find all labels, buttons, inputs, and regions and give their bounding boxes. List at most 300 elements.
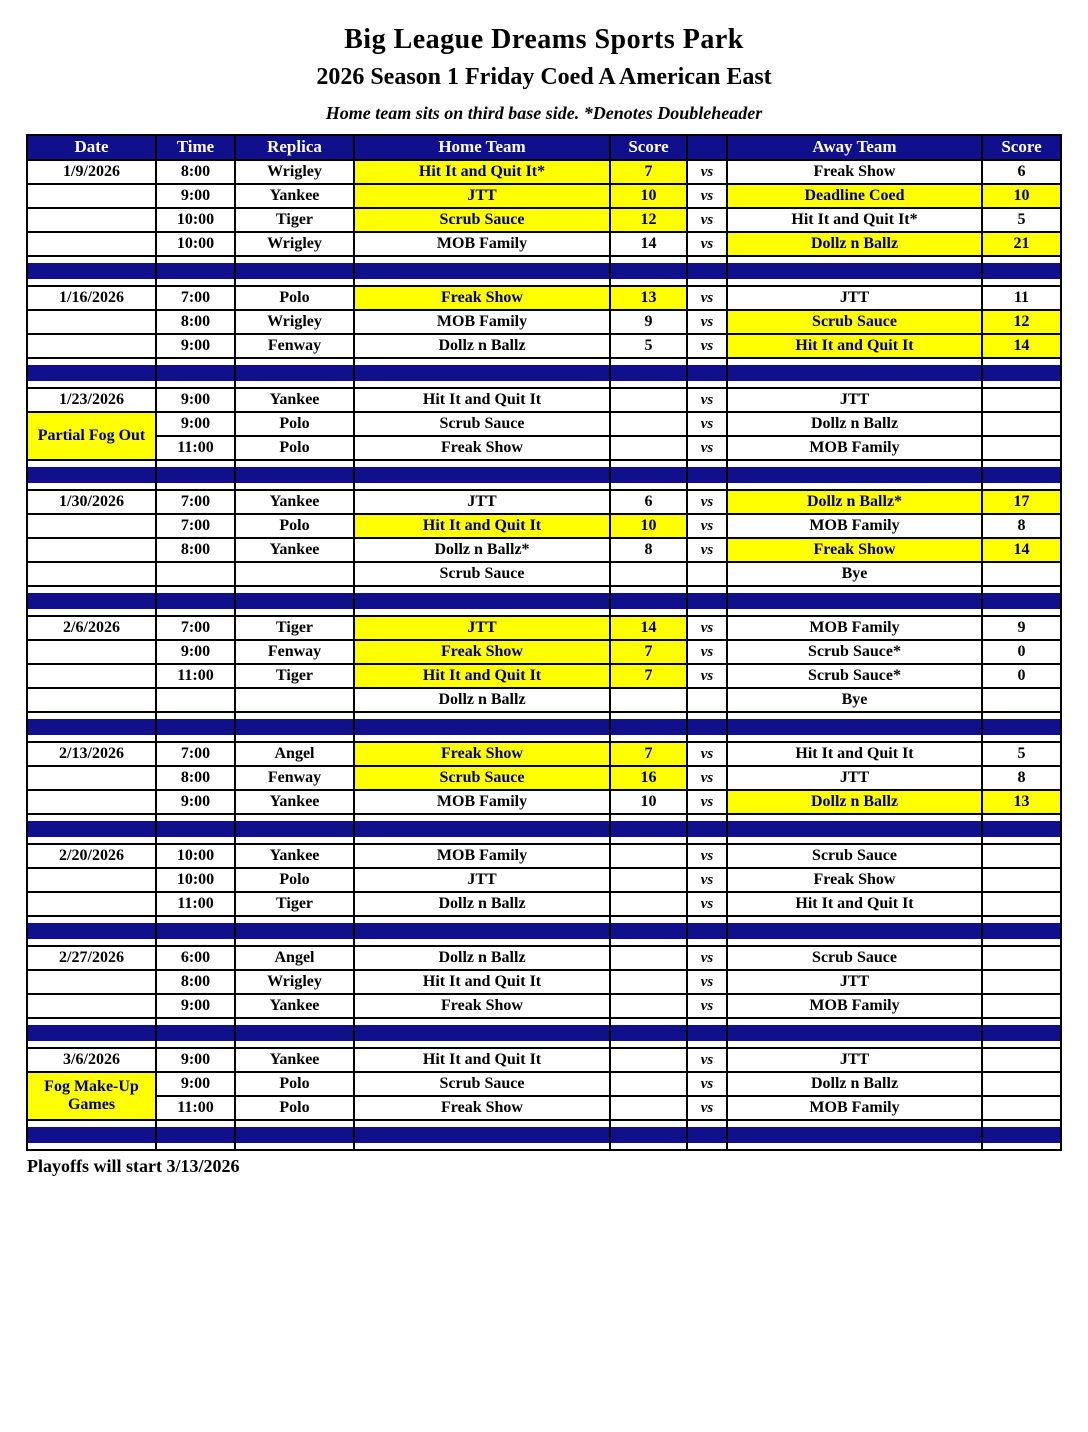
vs-cell: vs [687,868,727,892]
time-cell [156,562,235,586]
separator-band [236,1025,353,1041]
separator-cell [687,1018,727,1048]
vs-cell: vs [687,514,727,538]
home-team-cell: Hit It and Quit It* [354,160,610,184]
vs-cell: vs [687,790,727,814]
col-header-away-score: Score [982,135,1061,160]
away-score-cell: 9 [982,616,1061,640]
vs-cell: vs [687,490,727,514]
home-score-cell [610,436,687,460]
away-score-cell [982,1072,1061,1096]
separator-band [355,365,609,381]
vs-cell: vs [687,232,727,256]
table-row [27,790,1061,814]
separator-cell [235,712,354,742]
separator-band [983,821,1060,837]
home-score-cell: 12 [610,208,687,232]
separator-cell [354,256,610,286]
home-team-cell: Hit It and Quit It [354,388,610,412]
home-score-cell [610,562,687,586]
table-row [27,388,1061,412]
home-team-cell: Dollz n Ballz [354,892,610,916]
home-score-cell [610,412,687,436]
home-score-cell: 8 [610,538,687,562]
home-team-cell: Dollz n Ballz* [354,538,610,562]
table-row [27,640,1061,664]
separator-cell [727,712,982,742]
time-cell: 10:00 [156,868,235,892]
date-cell [27,334,156,358]
away-score-cell: 21 [982,232,1061,256]
title-block [0,24,1088,124]
schedule-body [27,160,1061,1150]
vs-cell: vs [687,892,727,916]
table-row [27,868,1061,892]
table-row [27,160,1061,184]
separator-band [236,821,353,837]
separator-cell [982,814,1061,844]
table-row [27,286,1061,310]
separator-row [27,358,1061,388]
separator-cell [982,256,1061,286]
separator-cell [982,460,1061,490]
separator-cell [982,1120,1061,1150]
vs-cell: vs [687,844,727,868]
time-cell: 7:00 [156,616,235,640]
date-cell [27,664,156,688]
away-team-cell: Dollz n Ballz* [727,490,982,514]
away-score-cell: 0 [982,640,1061,664]
date-cell [27,868,156,892]
separator-band [157,365,234,381]
away-score-cell: 5 [982,208,1061,232]
home-team-cell: Hit It and Quit It [354,514,610,538]
date-cell: 1/16/2026 [27,286,156,310]
col-header-time: Time [156,135,235,160]
away-team-cell: Dollz n Ballz [727,412,982,436]
away-team-cell: MOB Family [727,514,982,538]
table-row [27,844,1061,868]
time-cell: 7:00 [156,490,235,514]
separator-cell [982,712,1061,742]
vs-cell: vs [687,388,727,412]
separator-cell [687,256,727,286]
playoffs-note: Playoffs will start 3/13/2026 [27,1156,240,1176]
separator-band [28,263,155,279]
date-cell: 1/9/2026 [27,160,156,184]
away-score-cell [982,970,1061,994]
replica-cell: Tiger [235,664,354,688]
date-note-cell: Fog Make-Up Games [27,1072,156,1120]
table-row [27,616,1061,640]
home-score-cell: 14 [610,232,687,256]
away-team-cell: JTT [727,1048,982,1072]
away-team-cell: Dollz n Ballz [727,790,982,814]
away-team-cell: Freak Show [727,538,982,562]
separator-cell [27,460,156,490]
away-team-cell: MOB Family [727,436,982,460]
separator-band [728,593,981,609]
time-cell: 9:00 [156,184,235,208]
separator-band [28,593,155,609]
separator-cell [727,256,982,286]
vs-cell: vs [687,310,727,334]
away-team-cell: Bye [727,688,982,712]
date-cell [27,688,156,712]
separator-cell [354,1120,610,1150]
separator-cell [354,1018,610,1048]
date-cell [27,970,156,994]
replica-cell: Polo [235,1096,354,1120]
away-team-cell: JTT [727,766,982,790]
table-row [27,994,1061,1018]
separator-band [157,263,234,279]
away-score-cell [982,892,1061,916]
vs-cell: vs [687,742,727,766]
away-team-cell: JTT [727,286,982,310]
time-cell: 6:00 [156,946,235,970]
separator-band [28,467,155,483]
away-team-cell: JTT [727,388,982,412]
separator-cell [27,586,156,616]
separator-band [236,593,353,609]
separator-cell [235,1120,354,1150]
away-team-cell: Scrub Sauce [727,844,982,868]
separator-cell [235,256,354,286]
time-cell: 8:00 [156,310,235,334]
date-cell [27,640,156,664]
home-score-cell [610,388,687,412]
away-score-cell: 6 [982,160,1061,184]
time-cell: 10:00 [156,232,235,256]
time-cell: 9:00 [156,1072,235,1096]
home-team-cell: Hit It and Quit It [354,1048,610,1072]
home-team-cell: Dollz n Ballz [354,688,610,712]
away-score-cell [982,1048,1061,1072]
date-cell [27,562,156,586]
away-score-cell: 12 [982,310,1061,334]
table-row [27,514,1061,538]
home-score-cell: 6 [610,490,687,514]
separator-row [27,586,1061,616]
col-header-date: Date [27,135,156,160]
separator-cell [156,460,235,490]
home-score-cell: 10 [610,790,687,814]
time-cell: 9:00 [156,388,235,412]
home-team-cell: JTT [354,184,610,208]
separator-band [728,923,981,939]
separator-band [236,263,353,279]
home-score-cell [610,868,687,892]
table-row [27,232,1061,256]
separator-cell [27,916,156,946]
separator-band [157,821,234,837]
separator-band [728,263,981,279]
table-row [27,742,1061,766]
vs-cell: vs [687,640,727,664]
separator-band [611,593,686,609]
table-row [27,1096,1061,1120]
separator-cell [727,1018,982,1048]
separator-band [355,1025,609,1041]
away-score-cell [982,388,1061,412]
home-score-cell: 10 [610,184,687,208]
col-header-home-score: Score [610,135,687,160]
separator-row [27,256,1061,286]
header-row [27,135,1061,160]
home-team-cell: JTT [354,868,610,892]
separator-cell [727,460,982,490]
replica-cell: Tiger [235,208,354,232]
away-score-cell [982,562,1061,586]
home-team-cell: Freak Show [354,994,610,1018]
time-cell: 9:00 [156,994,235,1018]
home-score-cell: 16 [610,766,687,790]
home-team-cell: Scrub Sauce [354,412,610,436]
col-header-home-team: Home Team [354,135,610,160]
table-row [27,490,1061,514]
separator-cell [27,712,156,742]
separator-band [355,593,609,609]
time-cell: 9:00 [156,640,235,664]
separator-cell [156,916,235,946]
table-row [27,334,1061,358]
separator-band [688,365,726,381]
away-team-cell: Hit It and Quit It [727,742,982,766]
date-cell: 2/13/2026 [27,742,156,766]
separator-cell [156,1120,235,1150]
date-cell: 3/6/2026 [27,1048,156,1072]
away-score-cell [982,1096,1061,1120]
replica-cell: Angel [235,946,354,970]
separator-band [28,365,155,381]
date-cell [27,994,156,1018]
home-team-cell: Scrub Sauce [354,562,610,586]
home-score-cell: 14 [610,616,687,640]
away-score-cell: 8 [982,766,1061,790]
replica-cell: Yankee [235,790,354,814]
vs-cell [687,688,727,712]
separator-band [688,1025,726,1041]
separator-band [355,1127,609,1143]
separator-cell [235,586,354,616]
separator-band [728,365,981,381]
separator-band [688,821,726,837]
date-cell: 2/20/2026 [27,844,156,868]
home-score-cell [610,970,687,994]
vs-cell: vs [687,970,727,994]
separator-cell [354,712,610,742]
separator-band [728,1025,981,1041]
separator-band [236,467,353,483]
time-cell: 11:00 [156,436,235,460]
time-cell: 11:00 [156,1096,235,1120]
separator-cell [354,814,610,844]
home-score-cell [610,946,687,970]
home-score-cell: 10 [610,514,687,538]
separator-row [27,1018,1061,1048]
away-team-cell: Scrub Sauce* [727,640,982,664]
separator-band [983,719,1060,735]
separator-cell [354,460,610,490]
vs-cell: vs [687,184,727,208]
date-cell [27,310,156,334]
separator-band [236,923,353,939]
separator-band [28,1025,155,1041]
replica-cell: Fenway [235,766,354,790]
table-row [27,1048,1061,1072]
separator-cell [687,1120,727,1150]
separator-cell [687,712,727,742]
home-team-cell: MOB Family [354,844,610,868]
replica-cell: Yankee [235,1048,354,1072]
separator-row [27,916,1061,946]
date-cell [27,514,156,538]
separator-band [728,719,981,735]
away-team-cell: MOB Family [727,616,982,640]
away-score-cell: 14 [982,334,1061,358]
separator-band [355,719,609,735]
separator-band [611,719,686,735]
away-team-cell: Deadline Coed [727,184,982,208]
replica-cell: Fenway [235,640,354,664]
separator-cell [687,358,727,388]
away-team-cell: JTT [727,970,982,994]
table-row [27,208,1061,232]
away-score-cell: 5 [982,742,1061,766]
separator-cell [27,358,156,388]
time-cell: 7:00 [156,742,235,766]
separator-cell [610,1120,687,1150]
date-cell [27,232,156,256]
home-score-cell: 7 [610,640,687,664]
separator-band [688,719,726,735]
time-cell: 8:00 [156,970,235,994]
separator-band [157,593,234,609]
time-cell [156,688,235,712]
separator-band [983,467,1060,483]
vs-cell [687,562,727,586]
separator-band [157,923,234,939]
away-team-cell: Bye [727,562,982,586]
table-row [27,688,1061,712]
separator-band [728,821,981,837]
replica-cell: Fenway [235,334,354,358]
away-team-cell: Hit It and Quit It [727,334,982,358]
away-score-cell: 17 [982,490,1061,514]
separator-band [157,719,234,735]
date-cell: 1/23/2026 [27,388,156,412]
date-cell: 2/27/2026 [27,946,156,970]
vs-cell: vs [687,664,727,688]
separator-band [28,923,155,939]
separator-band [355,467,609,483]
replica-cell: Wrigley [235,310,354,334]
separator-band [611,1127,686,1143]
away-team-cell: Scrub Sauce* [727,664,982,688]
away-score-cell [982,868,1061,892]
vs-cell: vs [687,1048,727,1072]
separator-band [728,467,981,483]
separator-band [157,467,234,483]
replica-cell: Polo [235,436,354,460]
separator-cell [982,358,1061,388]
separator-band [983,1127,1060,1143]
separator-cell [156,814,235,844]
page-subtitle: 2026 Season 1 Friday Coed A American East [316,64,772,90]
date-note-cell: Partial Fog Out [27,412,156,460]
separator-cell [610,712,687,742]
separator-band [28,719,155,735]
time-cell: 8:00 [156,160,235,184]
vs-cell: vs [687,412,727,436]
separator-cell [156,358,235,388]
separator-cell [235,460,354,490]
separator-cell [687,460,727,490]
home-team-cell: Scrub Sauce [354,766,610,790]
separator-cell [727,1120,982,1150]
separator-band [728,1127,981,1143]
home-score-cell: 9 [610,310,687,334]
table-row [27,184,1061,208]
time-cell: 11:00 [156,664,235,688]
page-title: Big League Dreams Sports Park [344,24,744,55]
separator-band [611,821,686,837]
separator-band [611,1025,686,1041]
away-score-cell: 0 [982,664,1061,688]
vs-cell: vs [687,994,727,1018]
separator-cell [610,256,687,286]
col-header-replica: Replica [235,135,354,160]
vs-cell: vs [687,286,727,310]
table-row [27,412,1061,436]
separator-cell [982,586,1061,616]
home-score-cell: 7 [610,742,687,766]
vs-cell: vs [687,766,727,790]
separator-cell [727,358,982,388]
replica-cell: Tiger [235,616,354,640]
away-score-cell: 8 [982,514,1061,538]
separator-cell [610,814,687,844]
away-score-cell [982,688,1061,712]
away-score-cell: 10 [982,184,1061,208]
away-team-cell: MOB Family [727,994,982,1018]
schedule-table [26,134,1062,1151]
away-score-cell [982,994,1061,1018]
separator-band [611,365,686,381]
table-row [27,538,1061,562]
away-score-cell [982,412,1061,436]
date-cell: 2/6/2026 [27,616,156,640]
replica-cell: Wrigley [235,232,354,256]
separator-cell [235,814,354,844]
away-score-cell [982,436,1061,460]
home-team-cell: MOB Family [354,232,610,256]
separator-cell [27,1018,156,1048]
away-team-cell: Dollz n Ballz [727,232,982,256]
replica-cell: Polo [235,868,354,892]
separator-band [611,467,686,483]
separator-cell [354,358,610,388]
replica-cell [235,688,354,712]
home-score-cell [610,1096,687,1120]
vs-cell: vs [687,334,727,358]
separator-band [355,923,609,939]
separator-cell [687,916,727,946]
separator-cell [727,814,982,844]
home-team-cell: Freak Show [354,640,610,664]
col-header-vs [687,135,727,160]
